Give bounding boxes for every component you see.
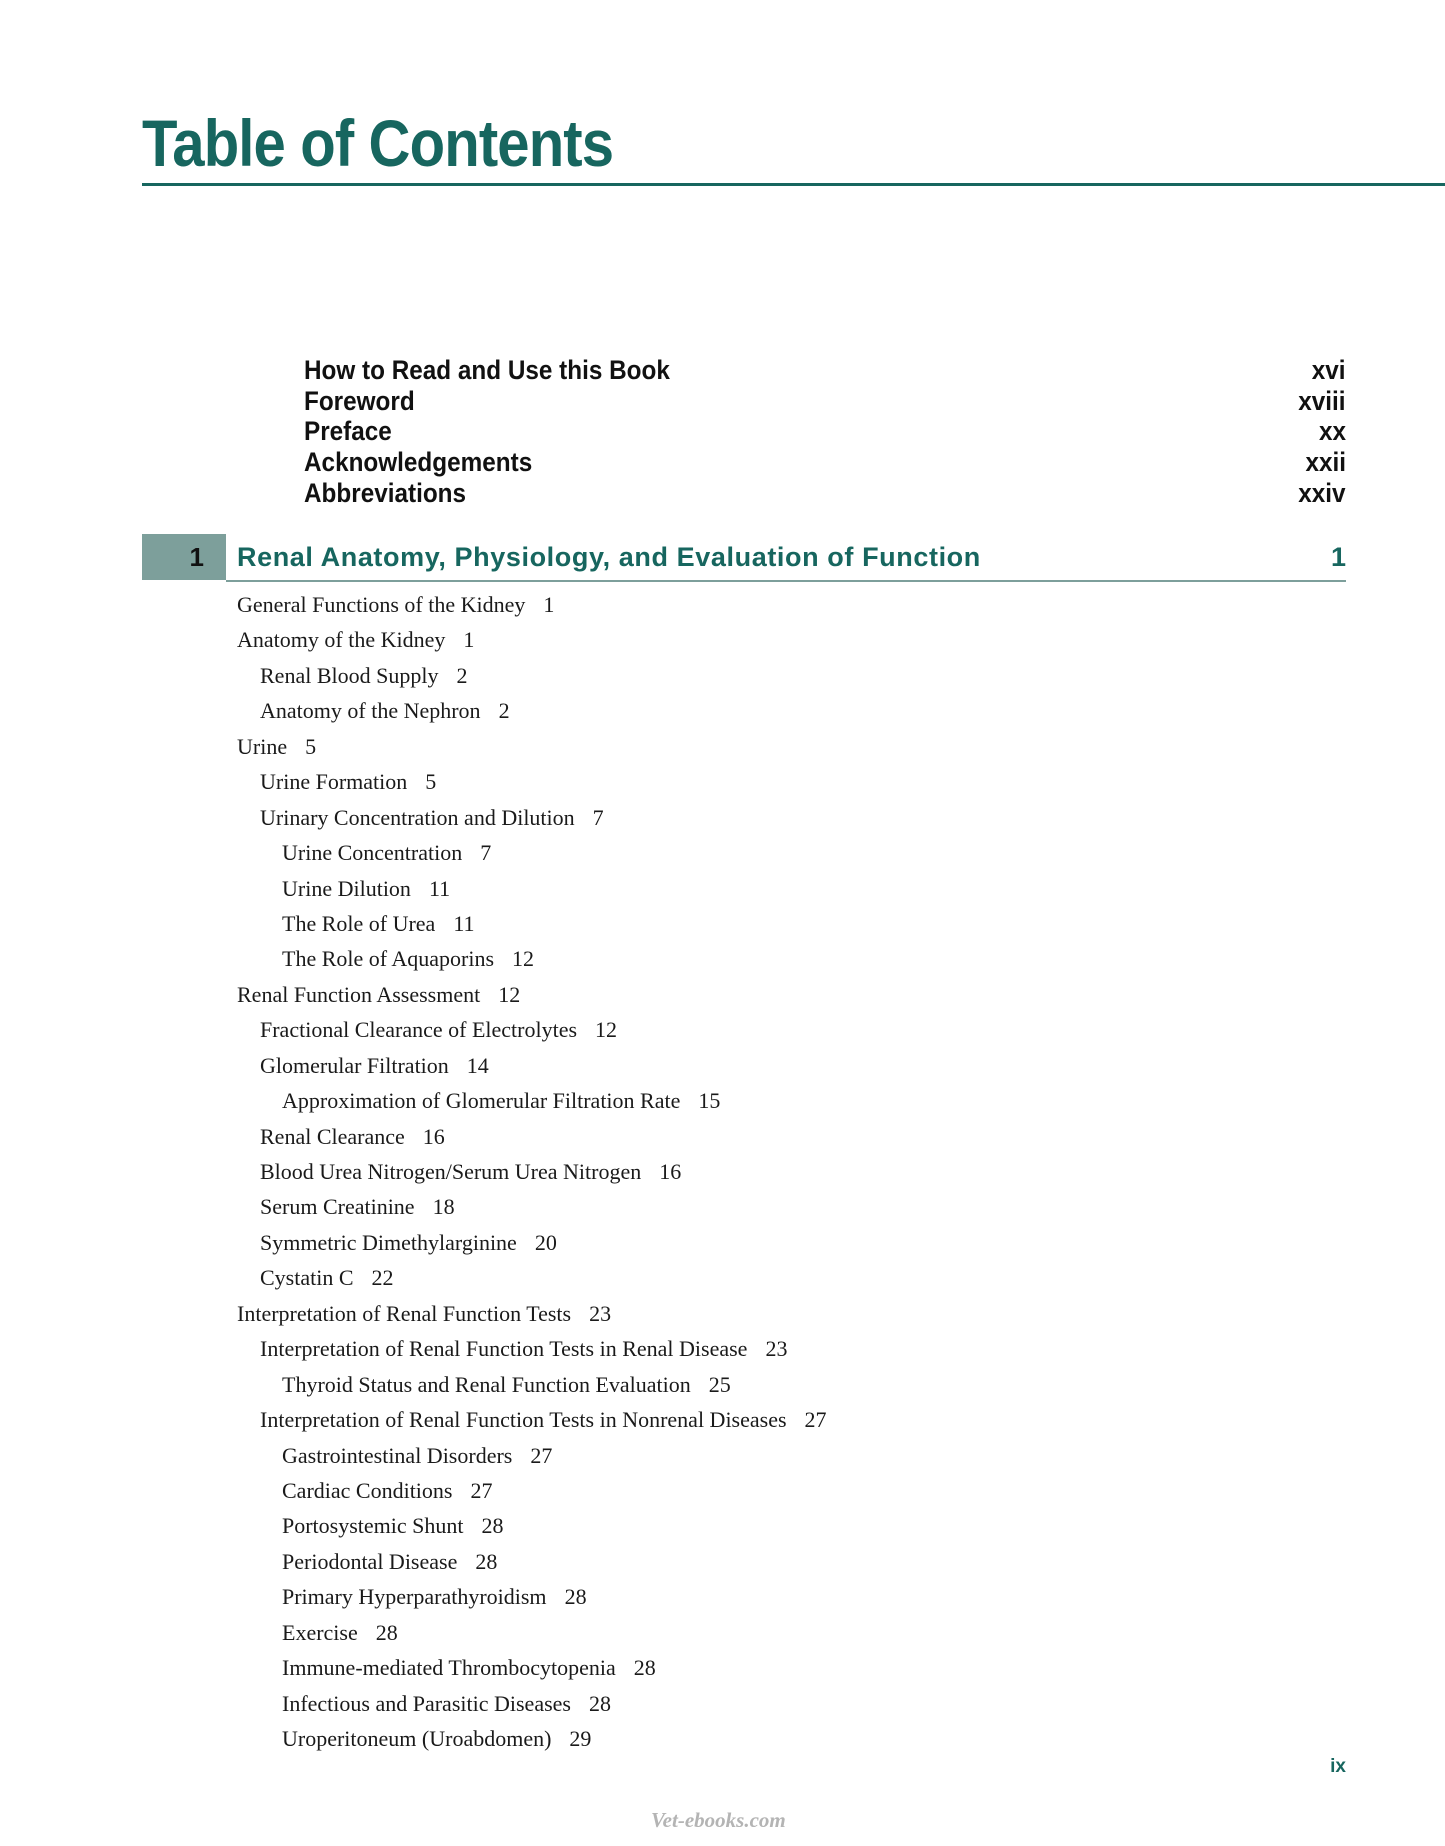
toc-entry-page: 27 — [530, 1442, 553, 1468]
toc-entry-page: 2 — [456, 662, 468, 688]
toc-entry-title: The Role of Aquaporins — [282, 946, 495, 972]
toc-entry-title: General Functions of the Kidney — [237, 592, 526, 617]
toc-entry[interactable] — [237, 800, 827, 835]
front-matter-item[interactable] — [304, 386, 1346, 417]
toc-entry-title: Urine Formation — [260, 769, 408, 795]
front-matter-page: xx — [1318, 416, 1346, 447]
toc-entry-title: Renal Blood Supply — [260, 662, 439, 688]
toc-entry[interactable] — [237, 1331, 827, 1366]
front-matter-title: Foreword — [304, 385, 415, 416]
toc-entry-page: 5 — [305, 733, 317, 759]
toc-entry-page: 20 — [534, 1229, 557, 1255]
front-matter-item[interactable] — [304, 447, 1346, 478]
toc-entry-page: 18 — [432, 1194, 455, 1220]
toc-entry[interactable] — [237, 1048, 827, 1083]
title-rule — [142, 183, 1445, 186]
front-matter-page: xxiv — [1298, 477, 1346, 508]
toc-entry[interactable] — [237, 941, 827, 976]
chapter-number: 1 — [142, 534, 226, 580]
toc-entry-page: 5 — [425, 769, 437, 795]
toc-entry-page: 16 — [659, 1159, 682, 1184]
toc-entry[interactable] — [237, 1154, 827, 1189]
toc-entry-page: 27 — [470, 1477, 493, 1503]
toc-entry[interactable] — [237, 1083, 827, 1118]
toc-entry-title: Renal Function Assessment — [237, 981, 481, 1007]
toc-entry-title: Thyroid Status and Renal Function Evaluation — [282, 1371, 691, 1397]
toc-entry-title: Uroperitoneum (Uroabdomen) — [282, 1726, 552, 1751]
front-matter-title: How to Read and Use this Book — [304, 355, 670, 385]
toc-entry[interactable] — [237, 1686, 827, 1721]
front-matter-title: Preface — [304, 416, 392, 447]
watermark: Vet-ebooks.com — [651, 1808, 786, 1832]
toc-entry[interactable] — [237, 1296, 827, 1331]
toc-entry[interactable] — [237, 1012, 827, 1047]
front-matter-title: Acknowledgements — [304, 447, 533, 478]
toc-entry-title: Gastrointestinal Disorders — [282, 1442, 513, 1468]
toc-entry[interactable] — [237, 1225, 827, 1260]
toc-entry-title: Cystatin C — [260, 1265, 354, 1291]
toc-entry-page: 23 — [589, 1300, 612, 1326]
toc-entry[interactable] — [237, 622, 827, 657]
toc-entry[interactable] — [237, 871, 827, 906]
toc-entry[interactable] — [237, 835, 827, 870]
toc-entry[interactable] — [237, 1650, 827, 1685]
toc-entry-page: 28 — [588, 1690, 611, 1716]
toc-entry[interactable] — [237, 1579, 827, 1614]
toc-entry-title: Approximation of Glomerular Filtration Rate — [282, 1088, 681, 1114]
toc-entry[interactable] — [237, 764, 827, 799]
toc-entry-page: 28 — [633, 1655, 656, 1681]
toc-entry-title: The Role of Urea — [282, 910, 436, 936]
toc-entry[interactable] — [237, 658, 827, 693]
toc-entry-title: Immune-mediated Thrombocytopenia — [282, 1655, 616, 1681]
front-matter-title: Abbreviations — [304, 477, 467, 508]
toc-entry[interactable] — [237, 1615, 827, 1650]
front-matter-page: xvi — [1312, 355, 1346, 385]
front-matter-item[interactable] — [304, 416, 1346, 447]
toc-entry-title: Exercise — [282, 1619, 358, 1645]
chapter-rule — [226, 580, 1346, 582]
toc-entry-title: Symmetric Dimethylarginine — [260, 1229, 517, 1255]
toc-entry-title: Blood Urea Nitrogen/Serum Urea Nitrogen — [260, 1159, 642, 1184]
toc-entry-page: 28 — [564, 1584, 587, 1610]
front-matter-list — [304, 355, 1346, 508]
toc-entry[interactable] — [237, 906, 827, 941]
toc-entry-title: Infectious and Parasitic Diseases — [282, 1690, 571, 1716]
toc-entry-title: Urinary Concentration and Dilution — [260, 804, 575, 830]
toc-entry[interactable] — [237, 587, 827, 622]
toc-entry-page: 29 — [569, 1726, 592, 1751]
toc-entry-title: Glomerular Filtration — [260, 1052, 449, 1078]
toc-entry-title: Cardiac Conditions — [282, 1477, 453, 1503]
toc-entry-title: Anatomy of the Nephron — [260, 698, 481, 724]
toc-entry[interactable] — [237, 1119, 827, 1154]
toc-entry-title: Serum Creatinine — [260, 1194, 415, 1220]
toc-entry[interactable] — [237, 1438, 827, 1473]
toc-entry-title: Fractional Clearance of Electrolytes — [260, 1017, 578, 1043]
toc-entry[interactable] — [237, 977, 827, 1012]
toc-entry[interactable] — [237, 1544, 827, 1579]
toc-entries — [237, 587, 827, 1756]
toc-entry-page: 7 — [592, 804, 604, 830]
toc-entry-page: 12 — [595, 1017, 618, 1043]
toc-entry-page: 23 — [765, 1336, 788, 1362]
toc-entry[interactable] — [237, 729, 827, 764]
page-title: Table of Contents — [142, 106, 614, 180]
toc-entry-page: 28 — [375, 1619, 398, 1645]
toc-entry-title: Primary Hyperparathyroidism — [282, 1584, 547, 1610]
toc-entry-title: Interpretation of Renal Function Tests in Renal Disease — [260, 1336, 748, 1362]
toc-entry[interactable] — [237, 693, 827, 728]
toc-entry-page: 1 — [543, 592, 555, 617]
toc-entry-title: Interpretation of Renal Function Tests — [237, 1300, 572, 1326]
front-matter-page: xxii — [1305, 447, 1346, 478]
toc-entry-page: 11 — [428, 875, 451, 901]
toc-entry-page: 27 — [804, 1407, 827, 1433]
toc-entry[interactable] — [237, 1367, 827, 1402]
page-folio: ix — [1330, 1756, 1346, 1777]
toc-entry-page: 22 — [371, 1265, 394, 1291]
toc-entry-page: 7 — [480, 840, 492, 866]
toc-entry-page: 11 — [453, 910, 475, 936]
front-matter-item[interactable] — [304, 478, 1346, 509]
toc-entry[interactable] — [237, 1189, 827, 1224]
toc-entry[interactable] — [237, 1508, 827, 1543]
toc-entry-page: 28 — [481, 1513, 504, 1539]
toc-entry-title: Anatomy of the Kidney — [237, 627, 446, 653]
toc-entry-page: 28 — [475, 1548, 498, 1574]
toc-entry-title: Portosystemic Shunt — [282, 1513, 464, 1539]
toc-entry-page: 12 — [498, 981, 521, 1007]
toc-entry[interactable] — [237, 1402, 827, 1437]
toc-entry-page: 2 — [498, 698, 510, 724]
toc-entry-title: Urine Dilution — [282, 875, 411, 901]
toc-entry-title: Periodontal Disease — [282, 1548, 458, 1574]
front-matter-item[interactable] — [304, 355, 1346, 386]
toc-entry-title: Urine Concentration — [282, 840, 463, 866]
front-matter-page: xviii — [1298, 385, 1346, 416]
chapter-title[interactable]: Renal Anatomy, Physiology, and Evaluation of Function — [237, 542, 981, 572]
toc-entry[interactable] — [237, 1260, 827, 1295]
toc-entry-page: 14 — [466, 1052, 489, 1078]
chapter-page-number: 1 — [1330, 542, 1346, 572]
toc-entry-page: 1 — [463, 627, 475, 653]
toc-entry-title: Urine — [237, 733, 288, 759]
toc-entry-page: 12 — [512, 946, 535, 972]
toc-entry-page: 15 — [698, 1088, 721, 1114]
toc-entry-title: Renal Clearance — [260, 1123, 405, 1149]
toc-entry[interactable] — [237, 1721, 827, 1756]
toc-entry-page: 25 — [708, 1371, 731, 1397]
toc-entry[interactable] — [237, 1473, 827, 1508]
toc-entry-title: Interpretation of Renal Function Tests in Nonrenal Diseases — [260, 1407, 787, 1433]
toc-entry-page: 16 — [422, 1123, 445, 1149]
